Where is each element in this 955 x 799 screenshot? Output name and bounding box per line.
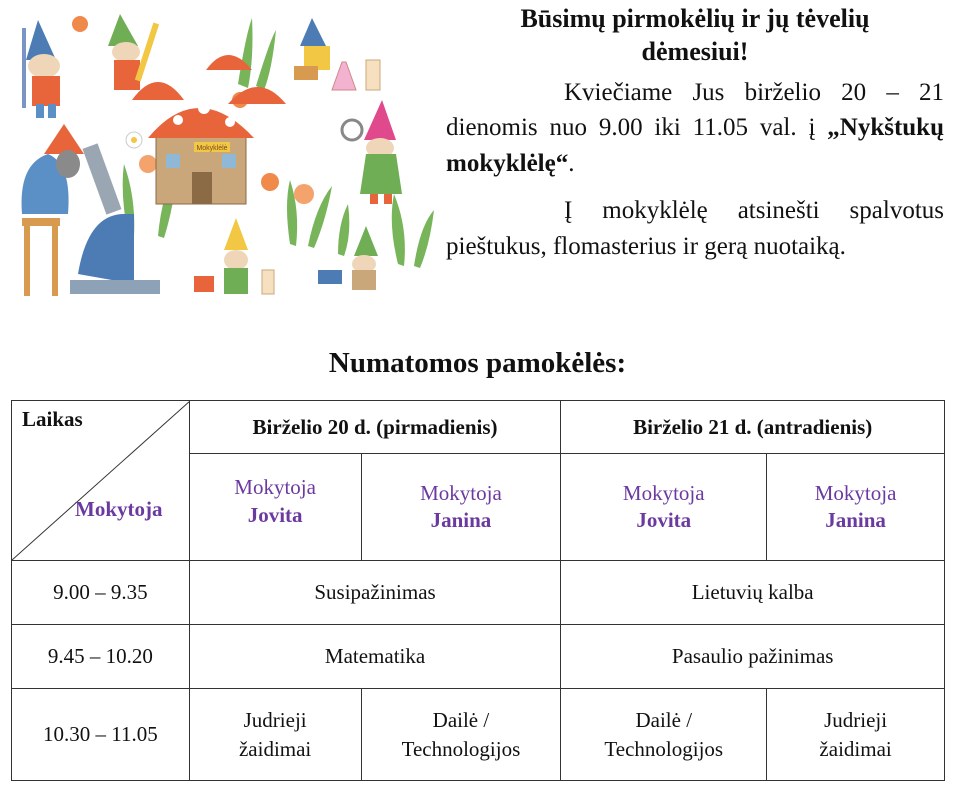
- lesson-line: žaidimai: [238, 736, 312, 761]
- intro-block: [446, 2, 944, 264]
- gnome-magnifier: [342, 100, 402, 204]
- gnome-microscope: [22, 124, 160, 296]
- schedule-table: [11, 400, 945, 781]
- teacher-name: Janina: [430, 508, 492, 533]
- invite-paragraph: [446, 75, 944, 182]
- teacher-cell: [361, 454, 561, 561]
- page-title: [446, 2, 944, 69]
- lesson-line: Judrieji: [243, 708, 307, 733]
- invite-text: Kviečiame Jus birželio 20 – 21 dienomis nuo 9.00 iki 11.05 val. į: [446, 78, 944, 142]
- lesson-cell: Matematika: [189, 625, 561, 689]
- time-cell: 9.00 – 9.35: [12, 561, 190, 625]
- gnome-yellow-hat: [194, 218, 274, 294]
- potion-bottles: [332, 60, 380, 90]
- teacher-prefix: Mokytoja: [814, 480, 897, 505]
- svg-text:Mokyklėlė: Mokyklėlė: [196, 145, 228, 152]
- lesson-line: Technologijos: [401, 736, 521, 761]
- table-row: [12, 401, 945, 454]
- teacher-name: Jovita: [247, 502, 303, 527]
- day2-header: Birželio 21 d. (antradienis): [561, 401, 945, 454]
- title-line-1: Būsimų pirmokėlių ir jų tėvelių: [520, 4, 870, 33]
- lesson-cell: Lietuvių kalba: [561, 561, 945, 625]
- corner-time-label: Laikas: [22, 407, 83, 431]
- time-cell: 10.30 – 11.05: [12, 689, 190, 781]
- time-cell: 9.45 – 10.20: [12, 625, 190, 689]
- lesson-line: Dailė /: [432, 708, 490, 733]
- gnome-reading: [294, 18, 330, 80]
- teacher-prefix: Mokytoja: [420, 480, 502, 505]
- lesson-line: žaidimai: [819, 736, 892, 761]
- teacher-name: Janina: [825, 508, 886, 533]
- table-row: [12, 561, 945, 625]
- table-row: [12, 689, 945, 781]
- title-line-2: dėmesiui!: [641, 37, 749, 67]
- lesson-line: Technologijos: [604, 736, 724, 761]
- teacher-cell: [767, 454, 945, 561]
- teacher-cell: [189, 454, 361, 561]
- schedule-title: Numatomos pamokėlės:: [328, 347, 627, 379]
- lesson-cell: Pasaulio pažinimas: [561, 625, 945, 689]
- teacher-name: Jovita: [636, 508, 692, 533]
- day1-header: Birželio 20 d. (pirmadienis): [189, 401, 561, 454]
- school-name: „Nykštukų mokyklėlę“: [446, 114, 944, 177]
- corner-teacher-label: Mokytoja: [75, 497, 163, 521]
- invite-end: .: [568, 149, 575, 177]
- lesson-cell: [767, 689, 945, 781]
- lesson-line: Judrieji: [824, 708, 888, 733]
- lesson-cell: Susipažinimas: [189, 561, 561, 625]
- teacher-prefix: Mokytoja: [234, 475, 316, 500]
- gnome-painter: [22, 20, 60, 118]
- lesson-cell: [361, 689, 561, 781]
- lesson-cell: [561, 689, 767, 781]
- corner-cell: [12, 401, 190, 561]
- table-row: [12, 625, 945, 689]
- teacher-cell: [561, 454, 767, 561]
- gnome-illustration: [8, 4, 438, 300]
- gnome-pencil: [108, 14, 159, 90]
- lesson-cell: [189, 689, 361, 781]
- teacher-prefix: Mokytoja: [622, 480, 705, 505]
- bring-paragraph: Į mokyklėlę atsinešti spalvotus pieštukus, flomasterius ir gerą nuotaiką.: [446, 197, 944, 260]
- lesson-line: Dailė /: [635, 708, 693, 733]
